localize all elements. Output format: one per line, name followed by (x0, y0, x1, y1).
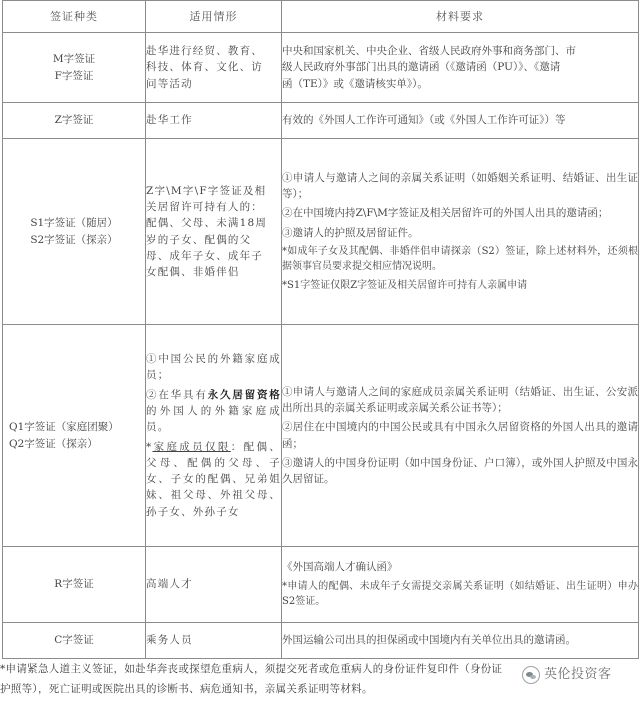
visa-type-cell (3, 33, 146, 103)
requirement-item: ②居住在中国境内的中国公民或具有中国永久居留资格的外国人出具的邀请函； (282, 421, 638, 450)
permanent-residence-emphasis: 永久居留资格 (207, 388, 282, 401)
requirement-line: 函（TE）》或《邀请核实单》）。 (282, 77, 428, 90)
situation-text: 的外国人的外籍家庭成员。 (146, 404, 281, 434)
situation-line: 岁的子女、配偶的父 (146, 233, 252, 246)
situation-line: Z字\M字\F字签证及相 (146, 184, 267, 197)
situation-line: 关居留许可持有人的： (146, 200, 263, 213)
requirement-item: ②在中国境内持Z\F\M字签证及相关居留许可的外国人出具的邀请函； (282, 207, 609, 220)
situation-r: 高端人才 (146, 547, 282, 623)
visa-requirements-table (2, 0, 639, 659)
situation-c: 乘务人员 (146, 623, 282, 659)
situation-item: ①中国公民的外籍家庭成员； (146, 353, 281, 382)
wechat-logo-icon (522, 666, 540, 684)
requirement-note: *如成年子女及其配偶、非婚伴侣申请探亲（S2）签证，除上述材料外，还须根据领事官员要求提交相应情况说明。 (282, 245, 638, 273)
visa-type-c: C字签证 (3, 623, 146, 659)
requirement-note: *申请人的配偶、未成年子女需提交亲属关系证明（如结婚证、出生证明）申办S2签证。 (282, 580, 638, 608)
requirement-cell (282, 547, 639, 623)
situation-line: 问等活动 (146, 77, 193, 90)
situation-line: 配偶、父母、未满18周 (146, 217, 268, 230)
situation-item (146, 439, 281, 520)
visa-type-z: Z字签证 (3, 103, 146, 139)
requirement-item: ①申请人与邀请人之间的亲属关系证明（如婚姻关系证明、结婚证、出生证等）； (282, 171, 638, 200)
visa-type-q1: Q1字签证（家庭团聚） (9, 421, 119, 434)
situation-line: 科技、体育、文化、访 (146, 61, 263, 74)
table-row-r (3, 547, 639, 623)
requirement-line: 中央和国家机关、中央企业、省级人民政府外事和商务部门、市 (282, 45, 576, 58)
visa-type-s1: S1字签证（随居） (30, 217, 118, 230)
requirement-z: 有效的《外国人工作许可通知》（或《外国人工作许可证》）等 (282, 103, 639, 139)
table-row-z (3, 103, 639, 139)
table-row-s (3, 139, 639, 325)
requirement-c: 外国运输公司出具的担保函或中国境内有关单位出具的邀请函。 (282, 623, 639, 659)
situation-cell (146, 33, 282, 103)
situation-z: 赴华工作 (146, 103, 282, 139)
header-visa-type: 签证种类 (3, 1, 146, 33)
family-members-underlined: 家庭成员仅限 (152, 440, 231, 453)
situation-text: ：配偶、父母、配偶的父母、子女、子女的配偶、兄弟姐妹、祖父母、外祖父母、孙子女、外孙子女 (146, 440, 281, 518)
visa-type-r: R字签证 (3, 547, 146, 623)
situation-line: 母、成年子女、成年子 (146, 249, 263, 262)
situation-text: ②在华具有 (146, 388, 208, 401)
requirement-item: 《外国高端人才确认函》 (282, 561, 398, 574)
table-row-mf (3, 33, 639, 103)
footnote-line: *申请紧急人道主义签证，如赴华奔丧或探望危重病人，须提交死者或危重病人的身份证件复印件（身份证 (0, 663, 503, 675)
situation-cell (146, 325, 282, 547)
requirement-item: ①申请人与邀请人之间的家庭成员亲属关系证明（结婚证、出生证、公安派出所出具的亲属关系证明或亲属关系公证书等）； (282, 385, 638, 414)
requirement-line: 级人民政府外事部门出具的邀请函（《邀请函（PU）》、《邀请 (282, 61, 561, 74)
account-watermark (522, 662, 640, 688)
watermark-text: 英伦投资客 (544, 666, 612, 682)
table-header-row (3, 1, 639, 33)
requirement-cell (282, 325, 639, 547)
table-row-q (3, 325, 639, 547)
situation-item (146, 387, 281, 436)
situation-line: 赴华进行经贸、教育、 (146, 45, 263, 58)
header-requirements: 材料要求 (282, 1, 639, 33)
visa-type-cell (3, 325, 146, 547)
table-row-c (3, 623, 639, 659)
footnote-line: 护照等），死亡证明或医院出具的诊断书、病危通知书，亲属关系证明等材料。 (0, 683, 373, 695)
requirement-cell (282, 33, 639, 103)
situation-line: 女配偶、非婚伴侣 (146, 266, 240, 279)
visa-type-cell (3, 139, 146, 325)
situation-cell (146, 139, 282, 325)
requirement-item: ③邀请人的中国身份证明（如中国身份证、户口簿），或外国人护照及中国永久居留证。 (282, 456, 638, 486)
visa-type-s2: S2字签证（探亲） (30, 233, 118, 246)
visa-type-m: M字签证 (52, 53, 96, 66)
requirement-cell (282, 139, 639, 325)
requirement-note: *S1字签证仅限Z字签证及相关居留许可持有人亲属申请 (282, 279, 528, 291)
visa-type-f: F字签证 (54, 69, 94, 82)
header-situation: 适用情形 (146, 1, 282, 33)
situation-text: * (146, 440, 153, 453)
requirement-item: ③邀请人的护照及居留证件。 (282, 226, 419, 239)
visa-type-q2: Q2字签证（探亲） (9, 437, 98, 450)
